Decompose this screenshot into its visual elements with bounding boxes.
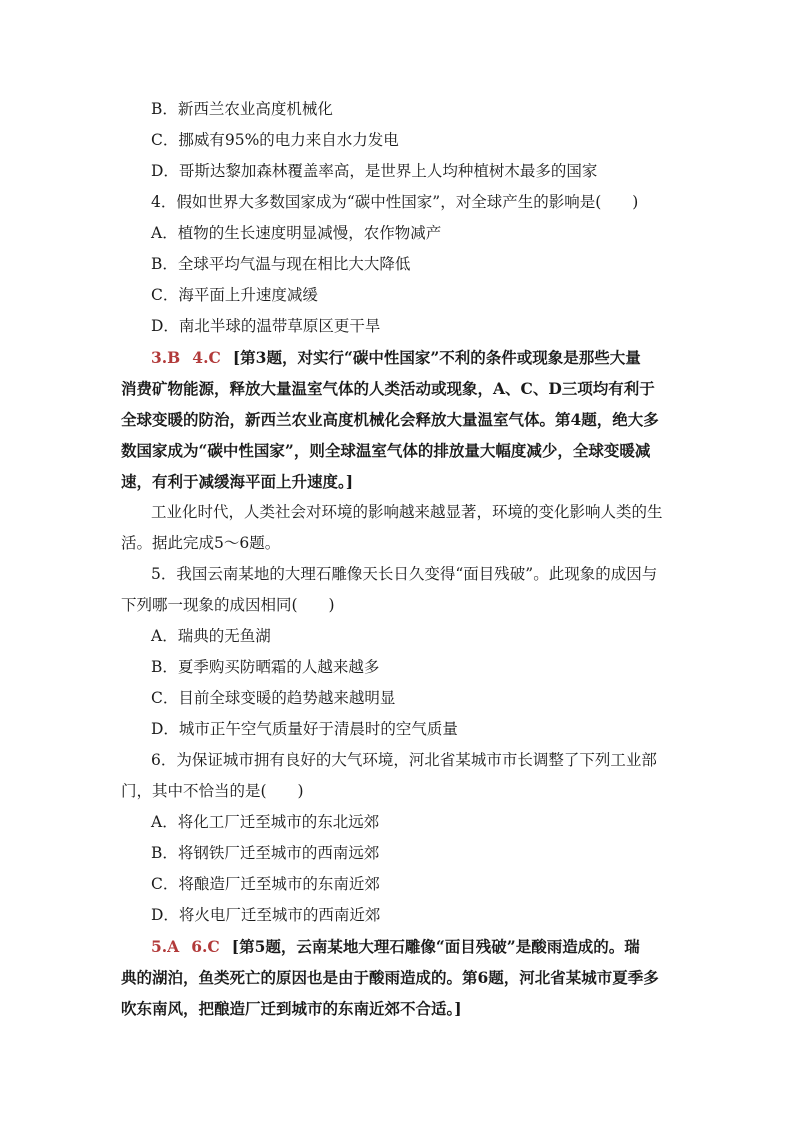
q3-option-b: B．新西兰农业高度机械化 [151, 100, 333, 118]
q5-option-c: C．目前全球变暖的趋势越来越明显 [151, 689, 396, 707]
intro-56-line-2: 活。据此完成5～6题。 [121, 534, 281, 552]
answer-34-text: [第3题，对实行“碳中性国家”不利的条件或现象是那些大量 [232, 348, 641, 367]
answer-56-line-1 [121, 931, 677, 962]
q5-option-a: A．瑞典的无鱼湖 [151, 627, 271, 645]
q4-option-c: C．海平面上升速度减缓 [151, 286, 318, 304]
intro-56-line-1: 工业化时代，人类社会对环境的影响越来越显著，环境的变化影响人类的生 [151, 503, 663, 521]
document-content [121, 94, 677, 1024]
answer-key-5: 5.A [151, 937, 180, 956]
answer-56-text: [第5题，云南某地大理石雕像“面目残破”是酸雨造成的。瑞 [231, 937, 640, 956]
q6-option-a: A．将化工厂迁至城市的东北远郊 [151, 813, 380, 831]
q6-option-b: B．将钢铁厂迁至城市的西南远郊 [151, 844, 380, 862]
q6-option-c: C．将酿造厂迁至城市的东南近郊 [151, 875, 380, 893]
answer-56-line-3: 吹东南风，把酿造厂迁到城市的东南近郊不合适。] [121, 999, 462, 1018]
q6-stem-line-1: 6．为保证城市拥有良好的大气环境，河北省某城市市长调整了下列工业部 [151, 751, 657, 769]
answer-key-6: 6.C [191, 937, 220, 956]
answer-34-line-5: 速，有利于减缓海平面上升速度。] [121, 472, 354, 491]
answer-34-line-4: 数国家成为“碳中性国家”，则全球温室气体的排放量大幅度减少，全球变暖减 [121, 441, 651, 460]
q3-option-c: C．挪威有95%的电力来自水力发电 [151, 131, 399, 149]
q3-option-d: D．哥斯达黎加森林覆盖率高，是世界上人均种植树木最多的国家 [151, 162, 598, 180]
answer-34-line-3: 全球变暖的防治，新西兰农业高度机械化会释放大量温室气体。第4题，绝大多 [121, 410, 659, 429]
q6-option-d: D．将火电厂迁至城市的西南近郊 [151, 906, 381, 924]
q4-option-d: D．南北半球的温带草原区更干旱 [151, 317, 381, 335]
answer-56-line-2: 典的湖泊，鱼类死亡的原因也是由于酸雨造成的。第6题，河北省某城市夏季多 [121, 968, 659, 987]
q4-stem: 4．假如世界大多数国家成为“碳中性国家”，对全球产生的影响是( ) [151, 193, 639, 211]
q4-option-b: B．全球平均气温与现在相比大大降低 [151, 255, 411, 273]
q4-option-a: A．植物的生长速度明显减慢，农作物减产 [151, 224, 442, 242]
q5-stem-line-2: 下列哪一现象的成因相同( ) [121, 596, 335, 614]
q5-stem-line-1: 5．我国云南某地的大理石雕像天长日久变得“面目残破”。此现象的成因与 [151, 565, 658, 583]
answer-key-3: 3.B [151, 348, 181, 367]
q5-option-b: B．夏季购买防晒霜的人越来越多 [151, 658, 380, 676]
answer-34-line-1 [121, 342, 677, 373]
q6-stem-line-2: 门，其中不恰当的是( ) [121, 782, 304, 800]
answer-34-line-2: 消费矿物能源，释放大量温室气体的人类活动或现象，A、C、D三项均有利于 [121, 379, 655, 398]
q5-option-d: D．城市正午空气质量好于清晨时的空气质量 [151, 720, 458, 738]
answer-key-4: 4.C [192, 348, 221, 367]
